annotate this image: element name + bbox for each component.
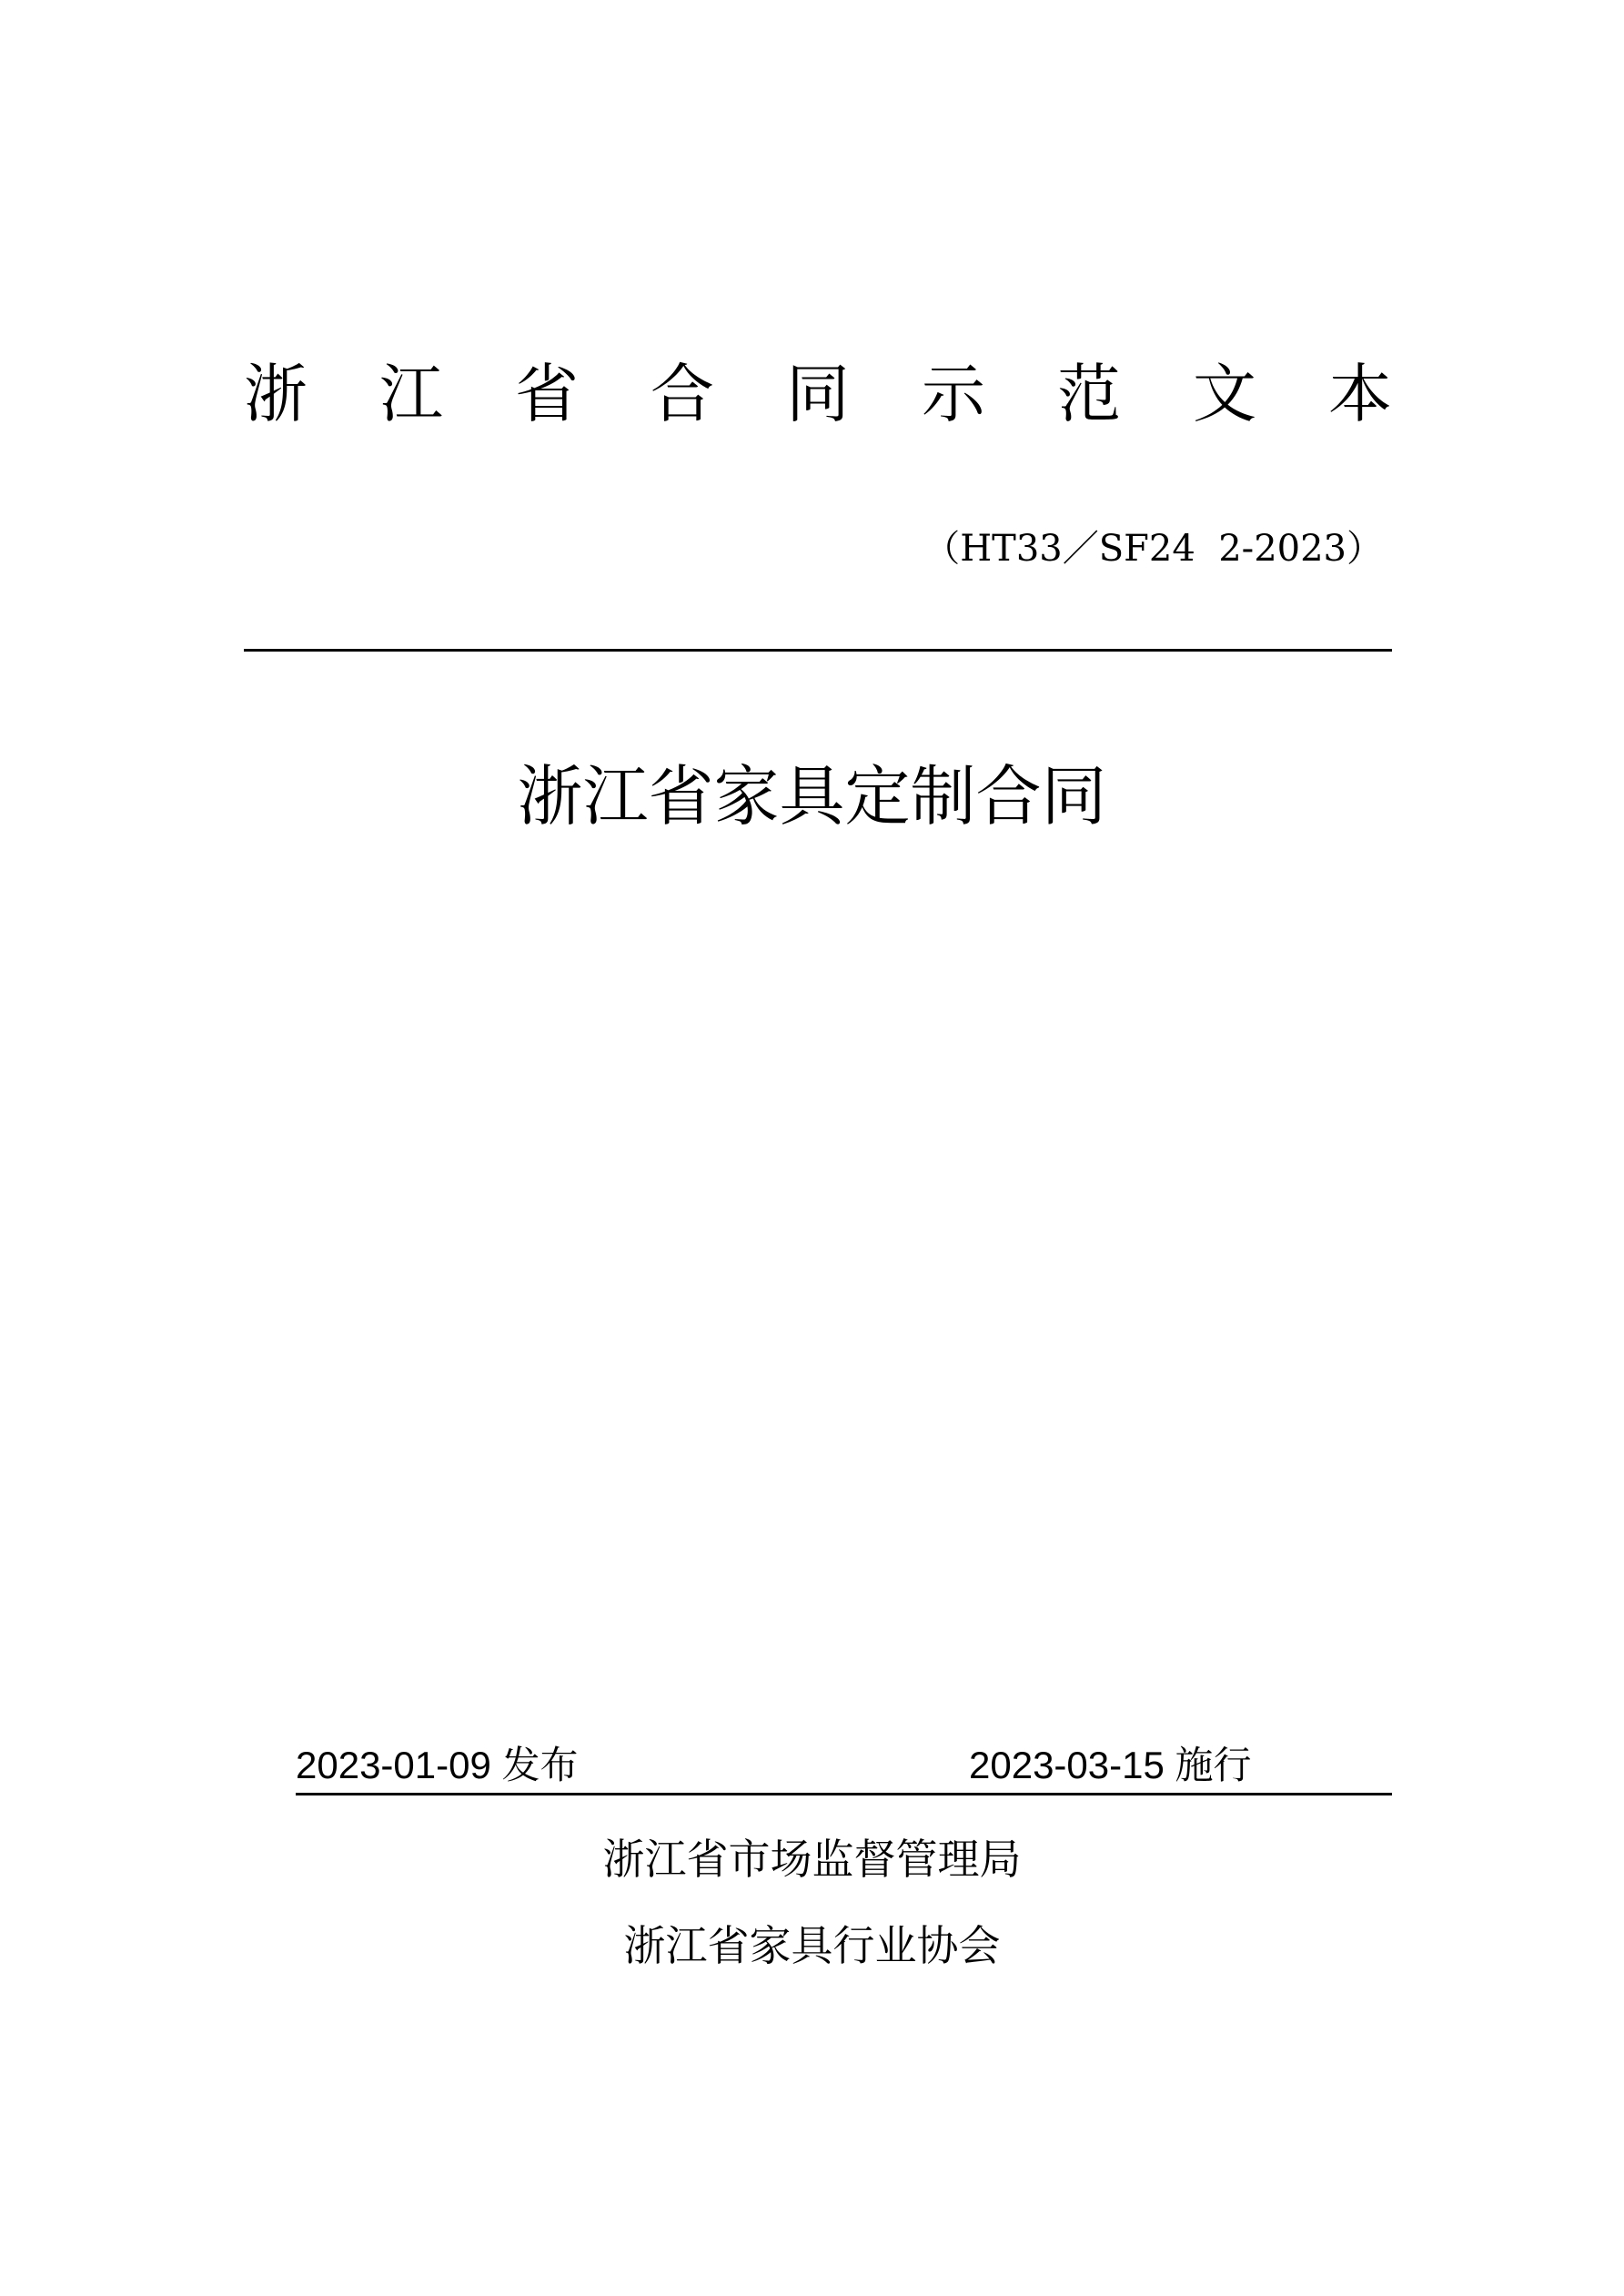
series-title-char: 省 bbox=[515, 357, 579, 431]
publisher-market-supervision: 浙江省市场监督管理局 bbox=[602, 1835, 1022, 1884]
header-divider bbox=[244, 649, 1392, 652]
contract-title: 浙江省家具定制合同 bbox=[517, 758, 1107, 834]
effective-date: 2023-03-15 施行 bbox=[969, 1744, 1252, 1786]
series-title-char: 文 bbox=[1193, 357, 1256, 431]
publisher-furniture-association: 浙江省家具行业协会 bbox=[623, 1921, 1001, 1970]
date-row bbox=[296, 1738, 1392, 1795]
series-title-char: 江 bbox=[379, 357, 443, 431]
series-title-char: 浙 bbox=[244, 357, 308, 431]
document-code: （HT33／SF24 2-2023） bbox=[923, 528, 1383, 570]
series-title-char: 合 bbox=[651, 357, 714, 431]
series-title-char: 示 bbox=[922, 357, 985, 431]
issue-date: 2023-01-09 发布 bbox=[296, 1744, 579, 1786]
series-title bbox=[244, 349, 1392, 440]
series-title-char: 同 bbox=[786, 357, 850, 431]
series-title-char: 范 bbox=[1057, 357, 1121, 431]
series-title-char: 本 bbox=[1328, 357, 1392, 431]
